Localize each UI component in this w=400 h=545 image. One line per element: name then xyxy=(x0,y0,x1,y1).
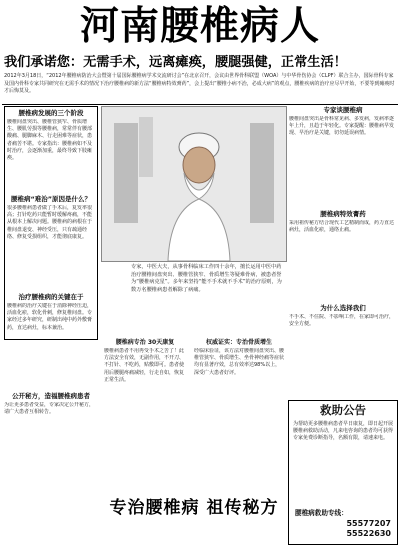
mid-right-column xyxy=(192,338,286,498)
hotline-label: 腰椎病救助专线： xyxy=(295,509,348,517)
intro-paragraph: 2012年3月18日，“2012年腰椎病防治大会暨第十届国际腰椎病学术交流研讨会”在北京召开，会议由世界骨科联盟（WOA）与中华骨伤协会（CLPF）联合主办，国际骨科专家及国内骨科专家共同研究在无需手术的情况下治疗腰椎病的新方法“腰椎病特效膏药”，会上提出“腰椎小病不治，必成大病”的观点，腰椎疾病的治疗应尽早开始，不要等到瘫痪时才后悔莫及。 xyxy=(4,73,395,94)
wall-scroll-left xyxy=(114,123,138,223)
mid-left-paragraph: 腰椎病患者不用再受手术之苦了！此方法安全有效，无副作用，不开刀、不打针、不吃药，贴敷即可。患者使用后腰腿疼痛减轻，行走自如，恢复正常生活。 xyxy=(104,348,185,383)
right-title-2: 腰椎病特效膏药 xyxy=(320,210,366,218)
left-title-4: 公开秘方，造福腰椎病患者 xyxy=(12,392,90,400)
subheadline: 我们承诺您：无需手术，远离瘫痪，腰腿强健，正常生活！ xyxy=(4,55,347,70)
hotline-phone-1: 55577207 xyxy=(346,519,391,528)
photo-caption: 专家，中医大夫，从事骨科临床工作四十余年，擅长运用中医中药治疗腰椎间盘突出、腰椎管狭窄、骨质增生等疑难骨病，被患者誉为“腰椎病克星”。多年来坚持“能不手术就不手术”的治疗原则，为数万名腰椎病患者解除了病痛。 xyxy=(131,264,282,293)
doctor-photo xyxy=(101,106,287,262)
left-paragraph-4: 为让更多患者受益，专家决定公开秘方，请广大患者互相转告。 xyxy=(4,402,95,416)
mid-left-title: 腰椎病专治 30天康复 xyxy=(115,339,175,346)
left-title-3: 治疗腰椎病的关键在于 xyxy=(18,293,84,301)
left-paragraph-2: 很多腰椎病患者做了手术后，复发率很高；打针吃药只能暂时缓解疼痛，不能从根本上解决问题。腰椎病的病根在于椎间盘退变、神经受压，只有疏通经络、修复受损组织，才能彻底康复。 xyxy=(7,205,93,240)
notice-title: 救助公告 xyxy=(320,403,366,417)
left-title-2: 腰椎病“难治”原因是什么？ xyxy=(10,195,92,203)
left-title-1: 腰椎病发展的三个阶段 xyxy=(18,109,84,117)
mid-right-title: 权威证实：专治骨质增生 xyxy=(205,339,272,346)
doctor-figure xyxy=(160,129,238,261)
right-paragraph-1: 腰椎间盘突出是骨科常见病、多发病，发病率逐年上升，且趋于年轻化。专家提醒：腰椎病早发现、早治疗是关键，切勿延误病情。 xyxy=(289,116,395,137)
secret-formula-title: 专治腰椎病 祖传秘方 xyxy=(109,498,279,518)
rescue-notice-box xyxy=(288,400,398,545)
hotline-phone-2: 55522630 xyxy=(346,529,391,538)
right-title-3: 为什么选择我们 xyxy=(320,304,366,312)
left-column xyxy=(2,106,100,545)
left-paragraph-1: 腰椎间盘突出、腰椎管狭窄、骨质增生、腰肌劳损等腰椎病，常常伴有腰部酸痛、腿脚麻木、行走困难等症状，患者痛苦不堪。专家指出：腰椎病如不及时治疗，会逐渐加重，最终导致下肢瘫痪。 xyxy=(7,119,93,162)
wall-scroll-small xyxy=(139,117,153,177)
masthead xyxy=(0,0,400,52)
left-paragraph-3: 腰椎病的治疗关键在于消除神经压迫，活血化瘀，软化骨刺，修复椎间盘。专家经过多年研究，研制出纯中药外敷膏药，直达病灶，标本兼治。 xyxy=(7,303,93,331)
mid-left-column xyxy=(102,338,188,498)
headline: 河南腰椎病人 xyxy=(79,3,320,49)
right-paragraph-3: 不手术、不住院、不影响工作，在家即可治疗，安全方便。 xyxy=(289,314,395,328)
mid-right-paragraph: 经临床验证，该方法对腰椎间盘突出、腰椎管狭窄、骨质增生、坐骨神经痛等症状均有显著疗效，总有效率达98%以上，深受广大患者好评。 xyxy=(194,348,284,376)
left-box xyxy=(4,106,98,340)
wall-scroll-right xyxy=(250,123,274,223)
right-paragraph-2: 采用祖传秘方结合现代工艺精制而成，药力直达病灶，活血化瘀，通络止痛。 xyxy=(289,220,395,234)
center-photo-area xyxy=(101,106,285,338)
divider-rule xyxy=(2,104,398,105)
notice-text: 为帮助更多腰椎病患者早日康复，即日起开展腰椎病救助活动，凡来电咨询的患者均可获得专家免费诊断指导，名额有限，请速来电。 xyxy=(293,421,394,442)
right-title-1: 专家谈腰椎病 xyxy=(323,106,363,114)
